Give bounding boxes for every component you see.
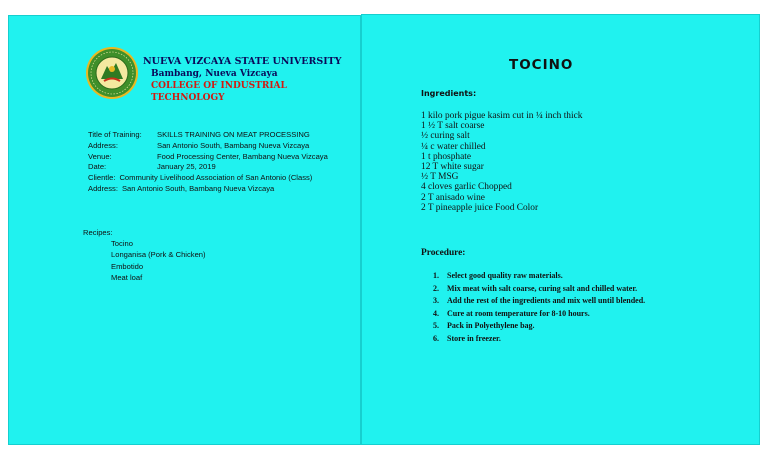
venue-value: Food Processing Center, Bambang Nueva Vizcaya (157, 151, 328, 161)
university-header (143, 56, 360, 104)
training-address-row (88, 141, 328, 152)
step-number: 5. (433, 321, 439, 331)
ingredient-item: 1 ½ T salt coarse (421, 121, 485, 132)
clientele-row (88, 173, 328, 184)
date-row (88, 162, 328, 173)
ingredient-item: 1 kilo pork pigue kasim cut in ¼ inch thick (421, 111, 583, 121)
step-text: Cure at room temperature for 8-10 hours. (447, 308, 590, 318)
venue-label: Venue: (88, 151, 112, 161)
date-value: January 25, 2019 (157, 162, 216, 172)
step-number: 1. (433, 271, 439, 280)
ingredient-item: ½ T MSG (421, 172, 459, 183)
procedure-step (433, 308, 645, 321)
procedure-step (433, 295, 645, 308)
training-info (88, 130, 328, 195)
clientele-value: Community Livelihood Association of San Antonio (Class) (119, 173, 313, 183)
training-address-value: San Antonio South, Bambang Nueva Vizcaya (157, 140, 310, 150)
training-address-label: Address: (88, 140, 118, 150)
recipe-item: Longanisa (Pork & Chicken) (111, 250, 206, 260)
step-number: 6. (433, 333, 439, 343)
step-number: 3. (433, 296, 439, 306)
client-address-row (88, 184, 328, 195)
client-address-label: Address: (88, 183, 118, 193)
recipe-title: TOCINO (509, 57, 574, 73)
date-label: Date: (88, 162, 107, 172)
university-seal-icon (85, 46, 139, 100)
recipe-item: Meat loaf (111, 272, 143, 282)
step-text: Store in freezer. (447, 333, 501, 343)
procedure-list (433, 270, 645, 346)
procedure-heading: Procedure: (421, 248, 466, 258)
training-title-row (88, 130, 328, 141)
procedure-step (433, 283, 645, 296)
ingredient-item: 2 T anisado wine (421, 192, 485, 203)
client-address-value: San Antonio South, Bambang Nueva Vizcaya (121, 183, 275, 193)
ingredients-heading: Ingredients: (421, 89, 477, 98)
training-title-label: Title of Training: (88, 130, 142, 139)
procedure-step (433, 320, 645, 333)
venue-row (88, 152, 328, 163)
ingredient-item: 12 T white sugar (421, 162, 484, 173)
university-address: Bambang, Nueva Vizcaya (151, 69, 278, 79)
university-name: NUEVA VIZCAYA STATE UNIVERSITY (143, 56, 342, 67)
clientele-label: Clientle: (88, 173, 116, 183)
right-page (361, 14, 760, 445)
step-number: 2. (433, 283, 439, 293)
recipes-label: Recipes: (83, 228, 113, 237)
ingredient-item: 4 cloves garlic Chopped (421, 182, 512, 193)
recipes-section (83, 227, 206, 283)
training-title-value: SKILLS TRAINING ON MEAT PROCESSING (157, 130, 310, 139)
ingredient-item: 2 T pineapple juice Food Color (421, 202, 539, 213)
recipe-item: Tocino (111, 239, 133, 249)
ingredient-item: ½ curing salt (421, 131, 470, 142)
step-text: Pack in Polyethylene bag. (447, 321, 535, 331)
procedure-step (433, 333, 645, 346)
college-name: COLLEGE OF INDUSTRIAL TECHNOLOGY (151, 81, 287, 103)
step-text: Mix meat with salt coarse, curing salt and chilled water. (447, 283, 638, 293)
step-text: Select good quality raw materials. (447, 271, 563, 280)
procedure-step (433, 270, 645, 283)
left-page (8, 15, 361, 445)
recipe-item: Embotido (111, 261, 144, 271)
ingredient-item: 1 t phosphate (421, 151, 471, 162)
step-number: 4. (433, 308, 439, 318)
ingredient-item: ¼ c water chilled (421, 141, 486, 152)
ingredients-list (421, 111, 582, 213)
step-text: Add the rest of the ingredients and mix well until blended. (447, 296, 646, 306)
